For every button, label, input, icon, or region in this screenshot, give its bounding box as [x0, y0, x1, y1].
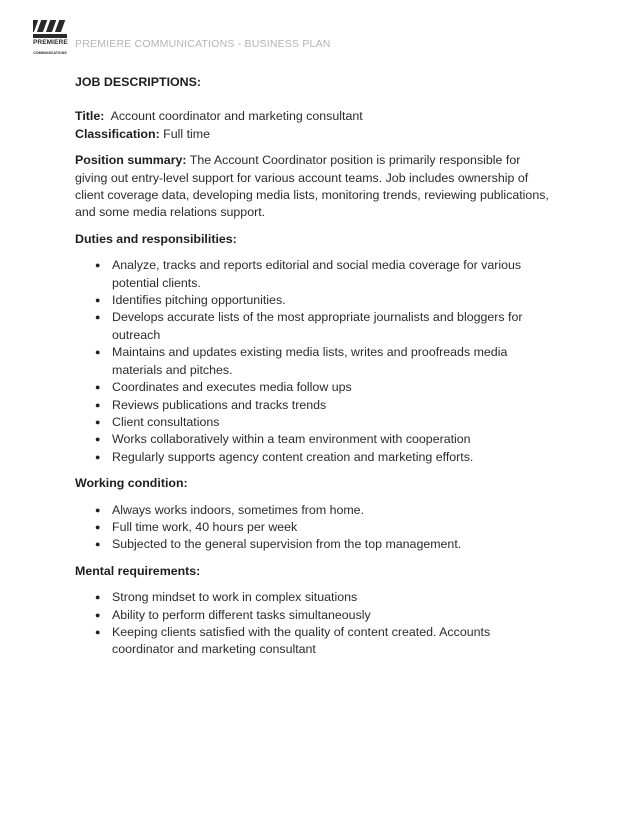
list-item: ● Coordinates and executes media follow ups	[75, 379, 555, 396]
duties-list	[75, 257, 555, 466]
list-item: ● Identifies pitching opportunities.	[75, 292, 555, 309]
list-item: ● Always works indoors, sometimes from home.	[75, 502, 555, 519]
list-item: ● Analyze, tracks and reports editorial and social media coverage for various potential clients.	[75, 257, 555, 292]
list-item: ● Keeping clients satisfied with the quality of content created. Accounts coordinator and marketing consultant	[75, 624, 555, 659]
mental-requirements-list	[75, 589, 555, 659]
title-line	[75, 108, 555, 125]
summary-label: Position summary:	[75, 153, 187, 168]
section-heading: Working condition:	[75, 476, 188, 491]
classification-line	[75, 126, 555, 143]
classification-label: Classification:	[75, 126, 160, 141]
running-title: PREMIERE COMMUNICATIONS - BUSINESS PLAN	[75, 38, 331, 50]
list-item: ● Works collaboratively within a team environment with cooperation	[75, 431, 555, 448]
classification-value: Full time	[163, 126, 210, 141]
list-item: ● Maintains and updates existing media lists, writes and proofreads media materials and pitches.	[75, 344, 555, 379]
summary-text: The Account Coordinator position is primarily responsible for giving out entry-level support for various account teams. Job includes ownership of client coverage data, developing media lists, monitoring trends, reviewing publications, and some media relations support.	[75, 153, 549, 220]
list-item: ● Subjected to the general supervision from the top management.	[75, 536, 555, 553]
section-heading: Mental requirements:	[75, 563, 201, 578]
list-item: ● Strong mindset to work in complex situations	[75, 589, 555, 606]
premiere-logo	[33, 18, 67, 58]
list-item: ● Develops accurate lists of the most appropriate journalists and bloggers for outreach	[75, 309, 555, 344]
list-item: ● Client consultations	[75, 414, 555, 431]
title-label: Title:	[75, 109, 105, 124]
doc-heading: JOB DESCRIPTIONS:	[75, 75, 201, 89]
position-summary	[75, 152, 555, 222]
list-item: ● Full time work, 40 hours per week	[75, 519, 555, 536]
list-item: ● Reviews publications and tracks trends	[75, 397, 555, 414]
document-body	[75, 74, 555, 659]
list-item: ● Ability to perform different tasks simultaneously	[75, 607, 555, 624]
section-heading: Duties and responsibilities:	[75, 231, 237, 246]
logo-wordmark: PREMIERE	[33, 39, 68, 46]
title-value: Account coordinator and marketing consultant	[110, 109, 363, 124]
logo-subtitle: COMMUNICATIONS	[33, 51, 67, 55]
working-condition-list	[75, 502, 555, 554]
clapperboard-icon	[33, 18, 67, 40]
list-item: ● Regularly supports agency content creation and marketing efforts.	[75, 449, 555, 466]
page-header	[33, 18, 613, 62]
